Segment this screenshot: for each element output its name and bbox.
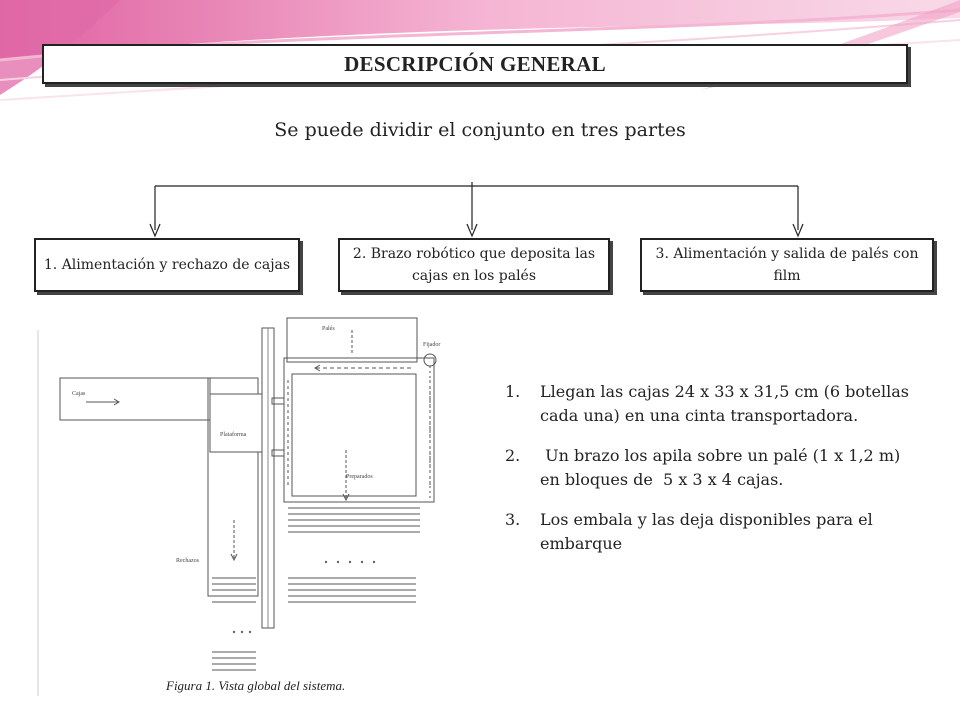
part-3-label: 3. Alimentación y salida de palés con film [655,246,919,284]
label-preparados: Preparados [346,474,373,480]
part-box-feeding-rejection [34,238,300,292]
step-item [505,508,925,556]
part-1-label: 1. Alimentación y rechazo de cajas [43,257,291,273]
system-diagram-figure [26,300,494,704]
branch-arrows [0,180,960,240]
step-number: 1. [505,382,521,401]
part-box-pallet-output [640,238,934,292]
step-text: Los embala y las deja disponibles para el embarque [540,510,873,553]
conveyor-cajas [60,378,210,420]
platform [210,394,264,452]
step-text: Un brazo los apila sobre un palé (1 x 1,2 m) en bloques de 5 x 3 x 4 cajas. [540,446,906,489]
step-number: 2. [505,446,521,465]
label-fijador: Fijador [423,342,441,348]
step-item [505,444,925,492]
pallet-area [284,358,434,502]
label-pales: Palés [322,326,335,332]
slide-subtitle: Se puede dividir el conjunto en tres partes [274,119,686,141]
system-diagram [26,300,494,704]
label-cajas: Cajas [72,391,86,397]
step-text: Llegan las cajas 24 x 33 x 31,5 cm (6 botellas cada una) en una cinta transportadora. [540,382,909,425]
step-item [505,380,925,428]
label-plataforma: Plataforma [220,432,247,438]
steps-list [505,380,925,572]
part-box-robotic-arm [338,238,610,292]
part-2-label: 2. Brazo robótico que deposita las cajas en los palés [352,246,596,284]
step-number: 3. [505,510,521,529]
figure-caption: Figura 1. Vista global del sistema. [166,678,346,693]
label-rechazos: Rechazos [176,558,199,564]
slide-title: DESCRIPCIÓN GENERAL [42,44,908,84]
